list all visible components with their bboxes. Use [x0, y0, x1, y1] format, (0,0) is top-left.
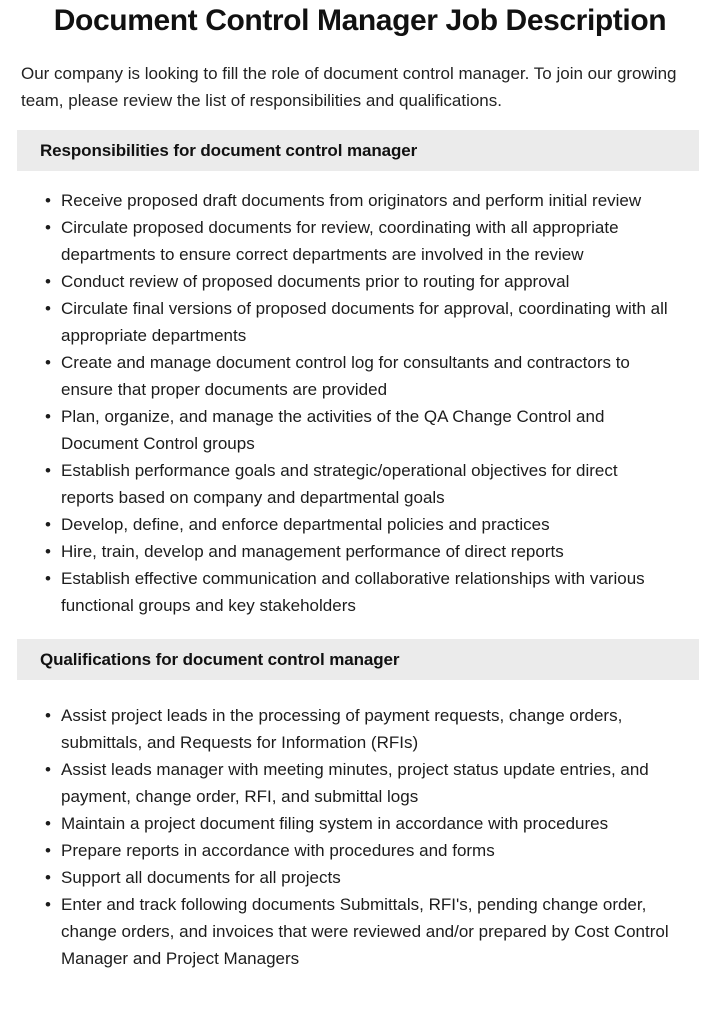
list-item: • Receive proposed draft documents from originators and perform initial review — [45, 187, 669, 214]
list-item: • Establish effective communication and collaborative relationships with various functional groups and key stakeholders — [45, 565, 669, 619]
page-title: Document Control Manager Job Description — [53, 4, 667, 37]
qualifications-list — [21, 702, 699, 972]
list-item: • Circulate proposed documents for review, coordinating with all appropriate departments to ensure correct departments are involved in the review — [45, 214, 669, 268]
intro-paragraph: Our company is looking to fill the role of document control manager. To join our growing team, please review the list of responsibilities and qualifications. — [21, 64, 677, 110]
qualifications-heading: Qualifications for document control manager — [40, 649, 400, 669]
list-item: • Prepare reports in accordance with procedures and forms — [45, 837, 669, 864]
responsibilities-heading: Responsibilities for document control manager — [40, 140, 418, 160]
list-item: • Assist leads manager with meeting minutes, project status update entries, and payment, change order, RFI, and submittal logs — [45, 756, 669, 810]
list-item: • Plan, organize, and manage the activities of the QA Change Control and Document Control groups — [45, 403, 669, 457]
qualifications-heading-bar — [17, 639, 699, 680]
list-item: • Conduct review of proposed documents prior to routing for approval — [45, 268, 669, 295]
list-item: • Support all documents for all projects — [45, 864, 669, 891]
list-item: • Create and manage document control log for consultants and contractors to ensure that proper documents are provided — [45, 349, 669, 403]
list-item: • Enter and track following documents Submittals, RFI's, pending change order, change orders, and invoices that were reviewed and/or prepared by Cost Control Manager and Project Managers — [45, 891, 669, 972]
responsibilities-list — [21, 187, 699, 619]
list-item: • Circulate final versions of proposed documents for approval, coordinating with all appropriate departments — [45, 295, 669, 349]
responsibilities-heading-bar — [17, 130, 699, 171]
section-qualifications — [21, 639, 699, 972]
list-item: • Develop, define, and enforce departmental policies and practices — [45, 511, 669, 538]
list-item: • Maintain a project document filing system in accordance with procedures — [45, 810, 669, 837]
list-item: • Assist project leads in the processing of payment requests, change orders, submittals, and Requests for Information (RFIs) — [45, 702, 669, 756]
list-item: • Hire, train, develop and management performance of direct reports — [45, 538, 669, 565]
section-responsibilities — [21, 130, 699, 619]
list-item: • Establish performance goals and strategic/operational objectives for direct reports based on company and departmental goals — [45, 457, 669, 511]
